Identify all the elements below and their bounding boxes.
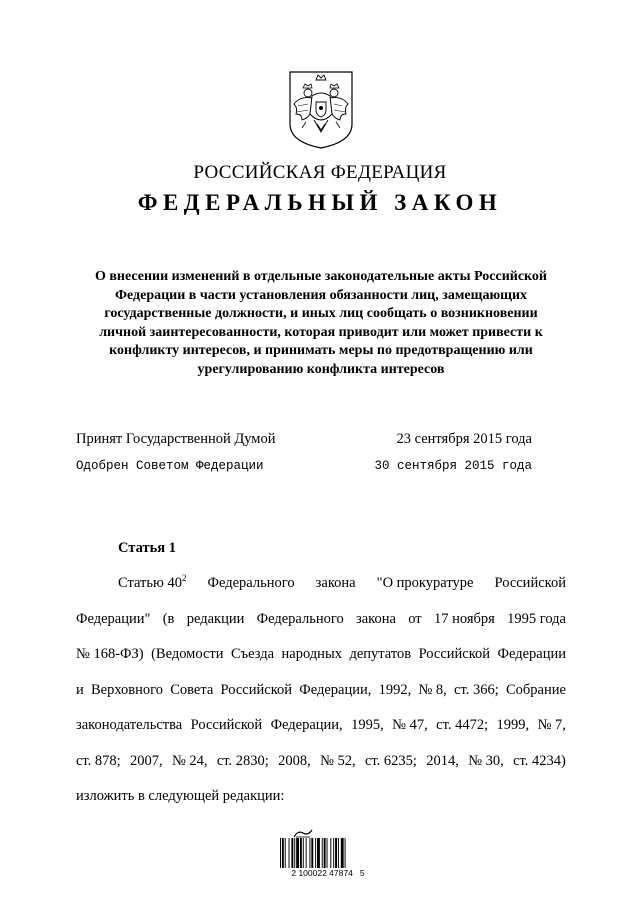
article-word: закона	[315, 575, 356, 591]
article-line	[76, 744, 566, 780]
article-word: ст. 6235;	[365, 752, 417, 769]
article-word: № 30,	[468, 752, 504, 769]
article-line	[76, 779, 566, 815]
article-body	[76, 566, 566, 815]
article-word: № 47,	[392, 717, 428, 733]
article-word: Российской	[418, 646, 491, 662]
article-word: 2008,	[278, 752, 311, 769]
law-type-heading: ФЕДЕРАЛЬНЫЙ ЗАКОН	[137, 190, 503, 215]
article-line	[76, 566, 566, 602]
article-word: № 52,	[320, 752, 356, 769]
duma-adoption-date: 23 сентября 2015 года	[396, 431, 532, 447]
article-line	[76, 637, 566, 673]
article-word: № 24,	[171, 752, 208, 769]
article-word: 1995 года	[507, 610, 566, 627]
article-word: Совета	[170, 681, 214, 698]
article-word: Федерального	[207, 575, 295, 591]
article-line	[76, 602, 566, 638]
article-word: законодательства	[76, 717, 183, 733]
council-approval-label: Одобрен Советом Федерации	[76, 459, 264, 473]
article-word: и	[76, 681, 84, 698]
superscript: 2	[181, 573, 187, 583]
article-word: ст. 366;	[454, 681, 499, 698]
article-word: № 7,	[537, 717, 566, 733]
article-word: ст. 4234)	[513, 752, 566, 769]
article-word: Федерации,	[299, 681, 372, 698]
barcode-number: 2 100022 47874 5	[291, 868, 365, 878]
article-word: депутатов	[349, 646, 412, 662]
article-word: (в	[162, 610, 175, 627]
article-line	[76, 708, 566, 744]
council-approval-date: 30 сентября 2015 года	[374, 459, 532, 473]
article-word: изложить в следующей редакции:	[76, 788, 285, 804]
article-word: редакции	[186, 610, 245, 627]
article-word: № 8,	[418, 681, 447, 698]
article-word: Съезда	[230, 646, 275, 662]
country-name: РОССИЙСКАЯ ФЕДЕРАЦИЯ	[193, 162, 447, 183]
barcode-bars	[278, 838, 378, 868]
article-word: Верховного	[91, 681, 163, 698]
article-word: Российской	[190, 717, 263, 733]
article-word: 1995,	[351, 717, 384, 733]
article-word: Федерального	[256, 610, 344, 627]
article-word: (Ведомости	[151, 646, 224, 662]
article-word: Федерации"	[76, 610, 151, 627]
article-line	[76, 673, 566, 709]
barcode	[278, 828, 378, 878]
law-title: О внесении изменений в отдельные законодательные акты Российской Федерации в части установления обязанности лиц, замещающих государственные должности, и иных лиц сообщать о возникновении личной заинтересованности, которая приводит или может привести к конфликту интересов, и принимать меры по предотвращению или урегулированию конфликта интересов	[94, 269, 547, 377]
article-word: Собрание	[505, 681, 566, 698]
article-word: 17 ноября	[433, 610, 495, 627]
article-word: народных	[281, 646, 342, 662]
article-word: "О прокуратуре	[376, 575, 474, 591]
article-word: 1999,	[496, 717, 530, 733]
article-word: закона	[356, 610, 396, 627]
russian-coat-of-arms-icon	[286, 70, 356, 150]
article-word: ст. 2830;	[216, 752, 269, 769]
duma-adoption-label: Принят Государственной Думой	[76, 431, 276, 447]
article-word: 2014,	[426, 752, 459, 769]
article-word: от	[408, 610, 422, 627]
article-word: Федерации,	[270, 717, 343, 733]
barcode-logo-icon	[292, 828, 314, 838]
article-word: № 168-ФЗ)	[76, 646, 144, 662]
article-word: Статью $40^2$	[118, 573, 187, 591]
article-word: Российской	[220, 681, 293, 698]
article-word: Российской	[494, 575, 566, 591]
article-word: Федерации	[497, 646, 566, 662]
article-word: 2007,	[130, 752, 163, 769]
article-heading: Статья 1	[118, 540, 176, 556]
article-word: 1992,	[378, 681, 412, 698]
article-word: ст. 878;	[76, 752, 121, 769]
article-word: ст. 4472;	[436, 717, 489, 733]
